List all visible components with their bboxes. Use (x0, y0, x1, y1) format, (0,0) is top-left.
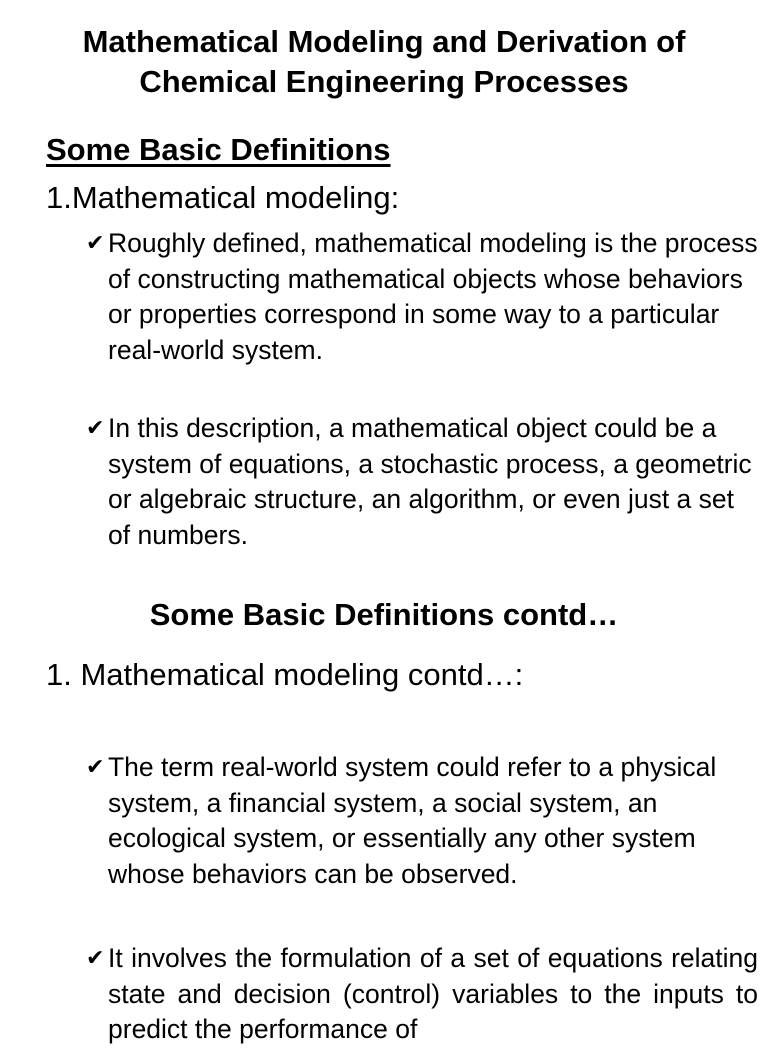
bullet-item (86, 941, 758, 1048)
bullet-text: Roughly defined, mathematical modeling is the process of constructing mathematical objects whose behaviors or properties correspond in some way to a particular real-world system. (108, 228, 758, 365)
bullet-item (86, 411, 758, 553)
bullet-text: The term real-world system could refer to a physical system, a financial system, a social system, an ecological system, or essentially any other system whose behaviors can be observed. (108, 752, 717, 889)
checkmark-icon: ✔ (86, 231, 105, 256)
page-title (0, 22, 768, 102)
numbered-item-mathematical-modeling-contd: 1. Mathematical modeling contd…: (46, 657, 524, 692)
checkmark-icon: ✔ (86, 946, 105, 971)
bullet-item (86, 226, 758, 368)
section-heading-basic-definitions-contd: Some Basic Definitions contd… (149, 597, 619, 632)
bullet-text: It involves the formulation of a set of equations relating state and decision (control) variables to the inputs to predict the performance of (108, 943, 758, 1044)
checkmark-icon: ✔ (86, 755, 105, 780)
title-line-1: Mathematical Modeling and Derivation of (82, 24, 686, 59)
section-heading-basic-definitions: Some Basic Definitions (46, 132, 391, 167)
bullet-text: In this description, a mathematical object could be a system of equations, a stochastic process, a geometric or algebraic structure, an algorithm, or even just a set of numbers. (108, 413, 752, 550)
checkmark-icon: ✔ (86, 416, 105, 441)
title-line-2: Chemical Engineering Processes (139, 64, 629, 99)
bullet-item (86, 750, 758, 892)
numbered-item-mathematical-modeling: 1.Mathematical modeling: (46, 180, 400, 215)
